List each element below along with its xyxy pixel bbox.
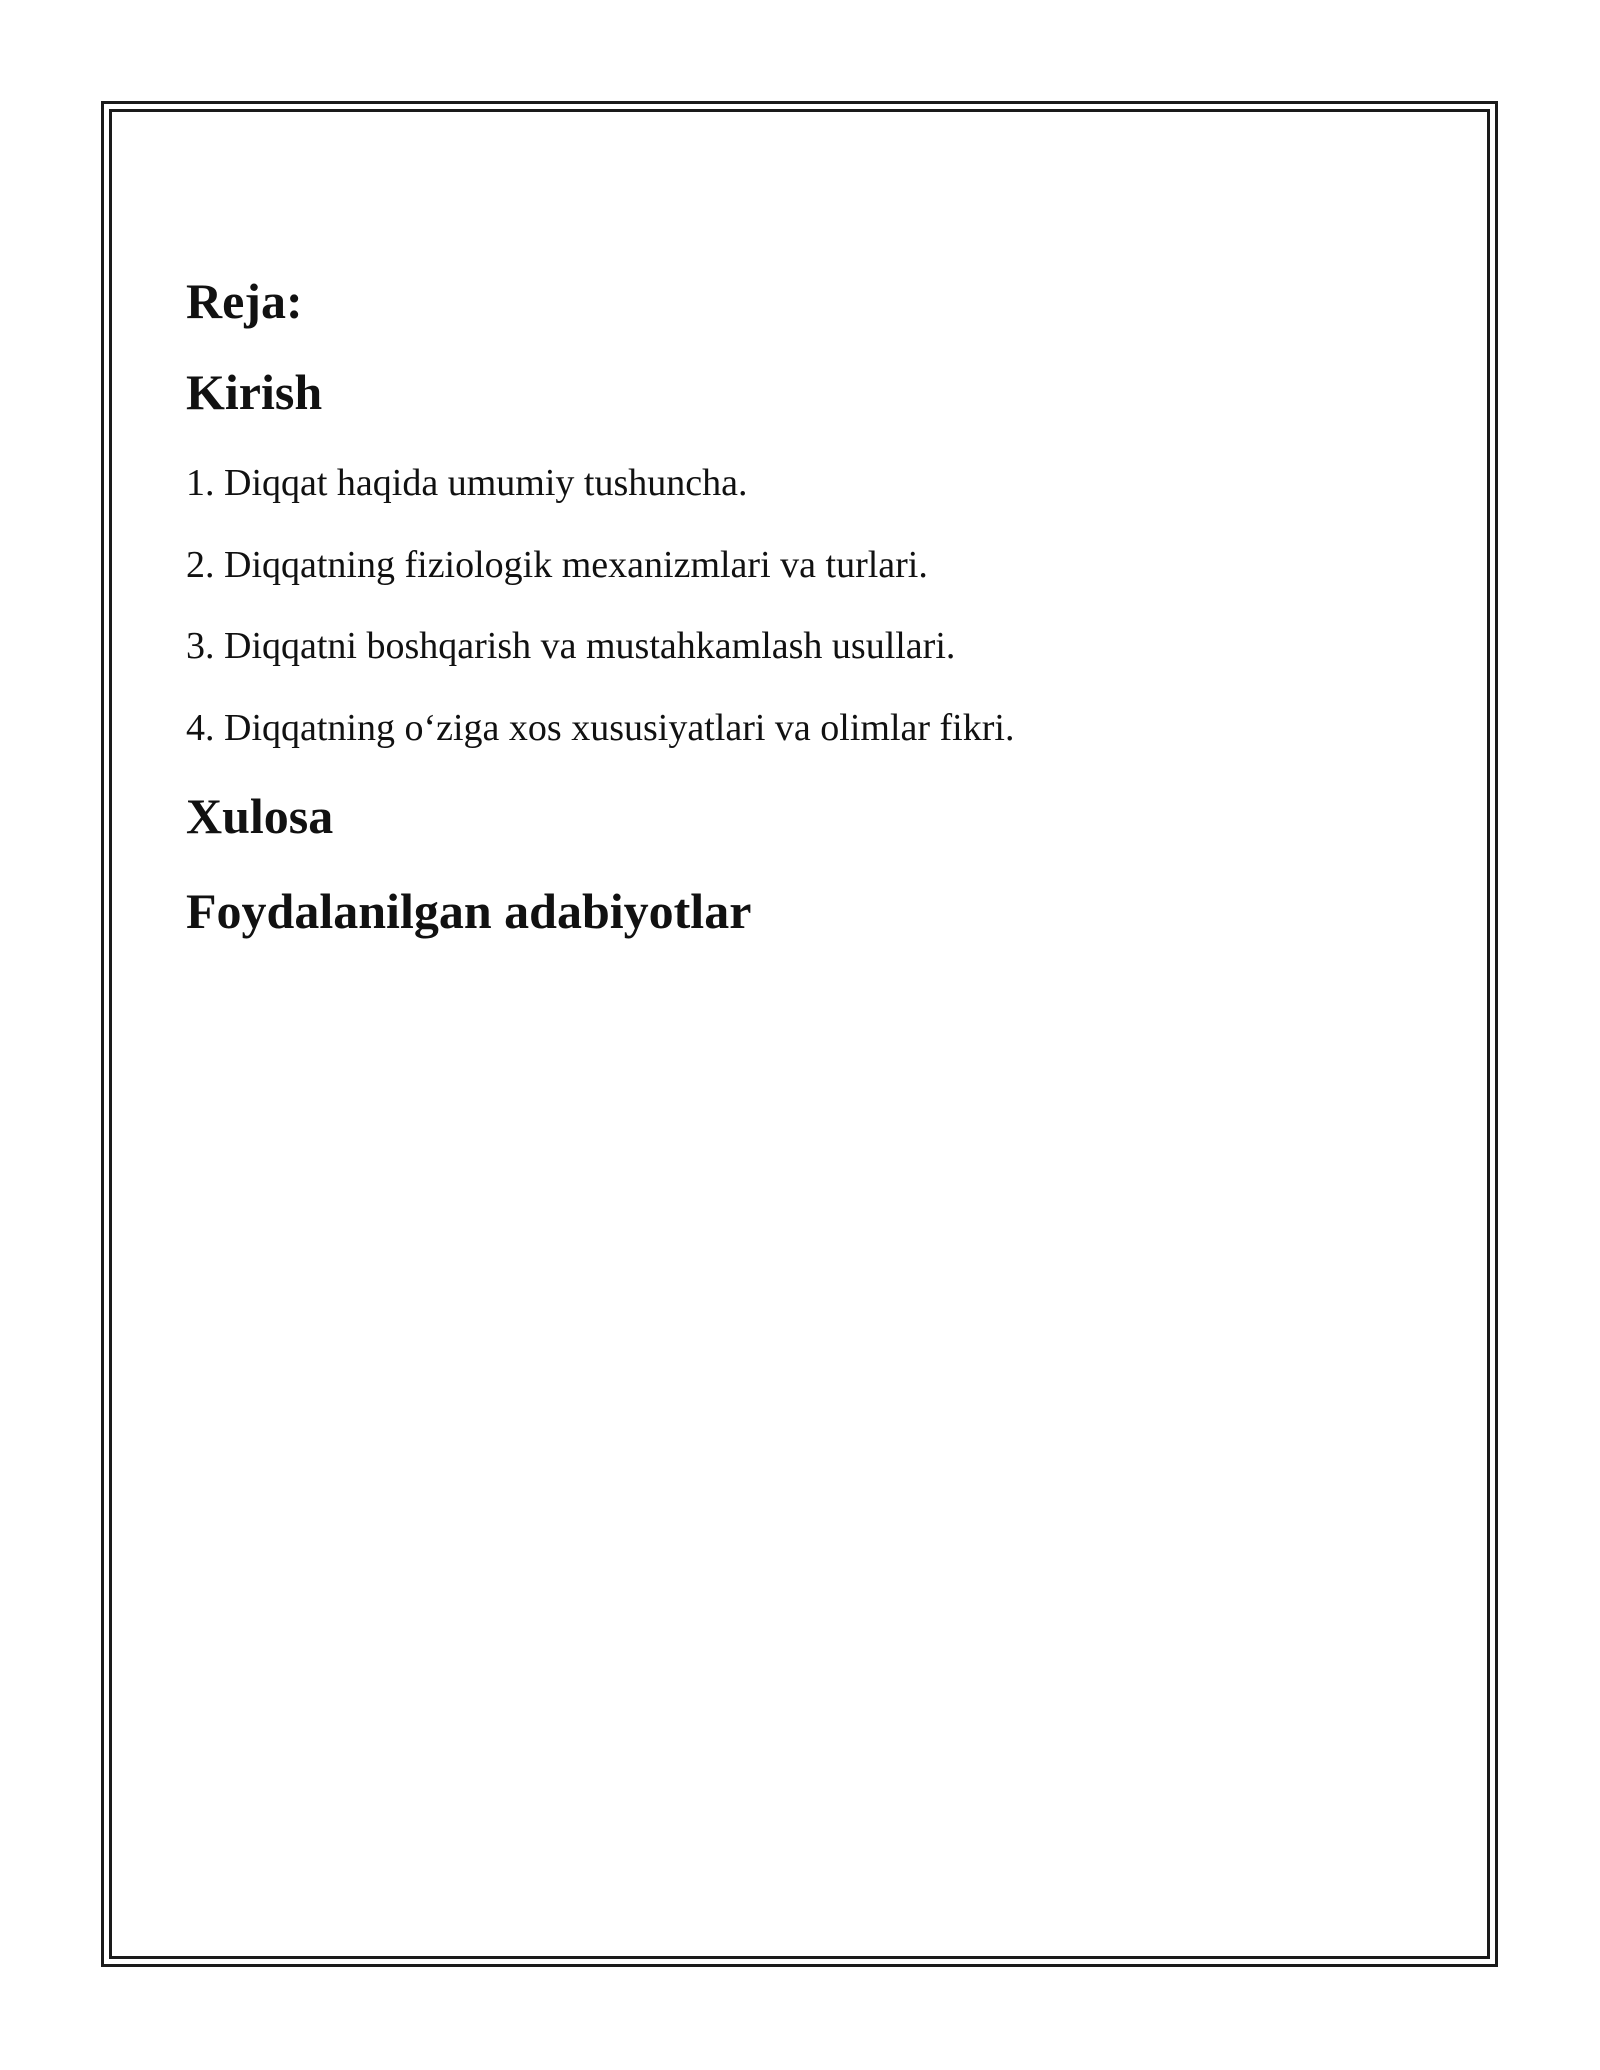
plan-item: 1. Diqqat haqida umumiy tushuncha.: [186, 462, 748, 504]
references-heading: Foydalanilgan adabiyotlar: [186, 883, 752, 939]
intro-heading: Kirish: [186, 364, 323, 420]
plan-title: Reja:: [186, 273, 303, 329]
plan-item: 2. Diqqatning fiziologik mexanizmlari va turlari.: [186, 544, 928, 586]
conclusion-heading: Xulosa: [186, 788, 334, 844]
plan-item: 3. Diqqatni boshqarish va mustahkamlash usullari.: [186, 625, 956, 667]
plan-item: 4. Diqqatning o‘ziga xos xususiyatlari va olimlar fikri.: [186, 707, 1015, 749]
